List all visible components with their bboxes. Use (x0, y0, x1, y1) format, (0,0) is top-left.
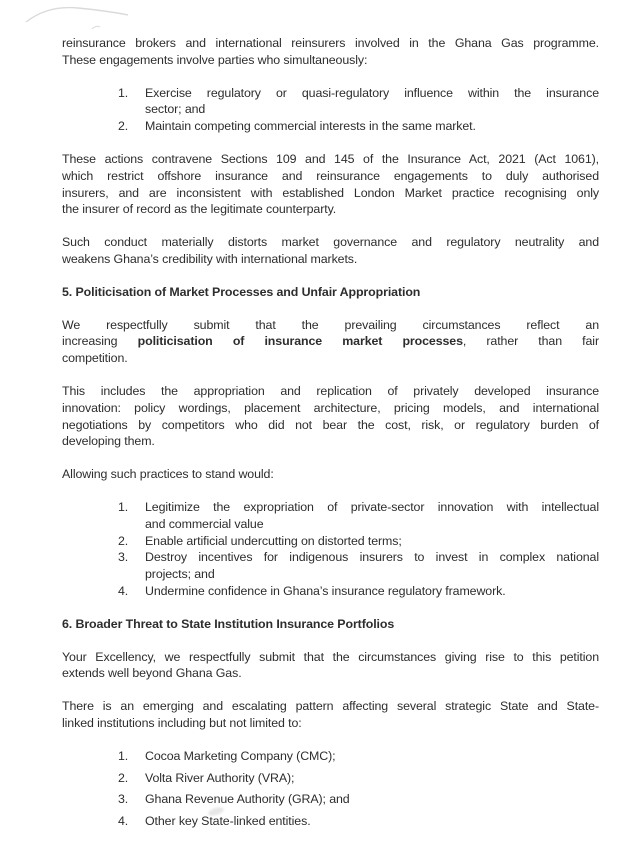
list-item-text (145, 85, 599, 119)
paragraph-emerging-pattern (62, 698, 599, 732)
text-line: Exercise regulatory or quasi-regulatory influence within the insurance (145, 85, 599, 100)
text-line: and commercial value (145, 516, 264, 531)
text-line: linked institutions including but not limited to: (62, 715, 302, 730)
page-content (62, 35, 599, 846)
text-line: Undermine confidence in Ghana’s insurance regulatory framework. (145, 583, 506, 598)
list-item-number: 3. (118, 550, 129, 565)
text-line: negotiations by competitors who did not bear the cost, risk, or regulatory burden of (62, 417, 599, 432)
numbered-list-institutions (62, 748, 599, 830)
paragraph-allowing-practices (62, 466, 599, 483)
text-line: projects; and (145, 567, 215, 582)
text-line: reinsurance brokers and international reinsurers involved in the Ghana Gas programme. (62, 36, 599, 50)
list-item-number: 1. (118, 748, 129, 763)
text-line: Ghana Revenue Authority (GRA); and (145, 792, 350, 807)
list-item (62, 549, 599, 583)
text-line: which restrict offshore insurance and reinsurance engagements to duly authorised (62, 168, 599, 183)
list-item-text (145, 791, 599, 808)
list-item (62, 85, 599, 119)
scan-artifact-pen-mark (20, 2, 140, 36)
list-item (62, 791, 599, 808)
list-item-text (145, 748, 599, 765)
text-line: These actions contravene Sections 109 and 145 of the Insurance Act, 2021 (Act 1061), (62, 151, 599, 166)
list-item-number: 4. (118, 583, 129, 598)
paragraph-intro (62, 35, 599, 69)
list-item-text (145, 549, 599, 583)
numbered-list-consequences (62, 499, 599, 600)
text-line: Maintain competing commercial interests in the same market. (145, 119, 476, 134)
list-item (62, 748, 599, 765)
text-line: developing them. (62, 434, 155, 449)
list-item-number: 2. (118, 119, 129, 134)
numbered-list-simultaneously (62, 85, 599, 135)
text-line: Cocoa Marketing Company (CMC); (145, 748, 336, 763)
text-line: Such conduct materially distorts market governance and regulatory neutrality and (62, 235, 599, 250)
text-line: This includes the appropriation and replication of privately developed insurance (62, 383, 599, 398)
list-item-text (145, 770, 599, 787)
list-item-number: 2. (118, 770, 129, 785)
text-line: sector; and (145, 102, 206, 117)
text-segment: increasing (62, 334, 138, 349)
list-item (62, 499, 599, 533)
text-line: We respectfully submit that the prevailing circumstances reflect an (62, 317, 599, 332)
list-item-text (145, 583, 599, 600)
list-item-text (145, 118, 599, 135)
text-line: Destroy incentives for indigenous insurers to invest in complex national (145, 550, 599, 565)
text-line: insurers, and are inconsistent with established London Market practice recognising only (62, 185, 599, 200)
list-item-number: 2. (118, 533, 129, 548)
text-line: innovation: policy wordings, placement architecture, pricing models, and international (62, 400, 599, 415)
text-line: competition. (62, 351, 128, 366)
list-item (62, 583, 599, 600)
list-item (62, 533, 599, 550)
paragraph-your-excellency (62, 649, 599, 683)
section-heading-5: 5. Politicisation of Market Processes and Unfair Appropriation (62, 284, 421, 299)
section-heading-6: 6. Broader Threat to State Institution Insurance Portfolios (62, 616, 395, 631)
list-item-number: 3. (118, 792, 129, 807)
text-line: Volta River Authority (VRA); (145, 770, 295, 785)
list-item (62, 770, 599, 787)
text-line: These engagements involve parties who simultaneously: (62, 52, 368, 67)
text-line: Legitimize the expropriation of private-sector innovation with intellectual (145, 499, 599, 514)
paragraph-appropriation (62, 383, 599, 450)
text-line: Enable artificial undercutting on distorted terms; (145, 533, 402, 548)
bold-text-segment: politicisation of insurance market processes (137, 334, 463, 349)
list-item-text (145, 499, 599, 533)
paragraph-such-conduct (62, 234, 599, 268)
text-line: extends well beyond Ghana Gas. (62, 666, 242, 681)
list-item (62, 813, 599, 830)
list-item-number: 4. (118, 814, 129, 829)
text-line: Your Excellency, we respectfully submit that the circumstances giving rise to this petition (62, 649, 599, 664)
paragraph-insurance-act (62, 151, 599, 218)
text-line: weakens Ghana’s credibility with international markets. (62, 251, 358, 266)
text-line: Allowing such practices to stand would: (62, 467, 274, 482)
list-item (62, 118, 599, 135)
text-line: There is an emerging and escalating pattern affecting several strategic State and State- (62, 699, 599, 714)
list-item-number: 1. (118, 499, 129, 514)
text-line (62, 333, 599, 350)
text-line: Other key State-linked entities. (145, 814, 311, 829)
paragraph-politicisation (62, 317, 599, 367)
list-item-number: 1. (118, 85, 129, 100)
list-item-text (145, 533, 599, 550)
text-segment: , rather than fair (462, 334, 599, 349)
text-line: the insurer of record as the legitimate counterparty. (62, 202, 337, 217)
